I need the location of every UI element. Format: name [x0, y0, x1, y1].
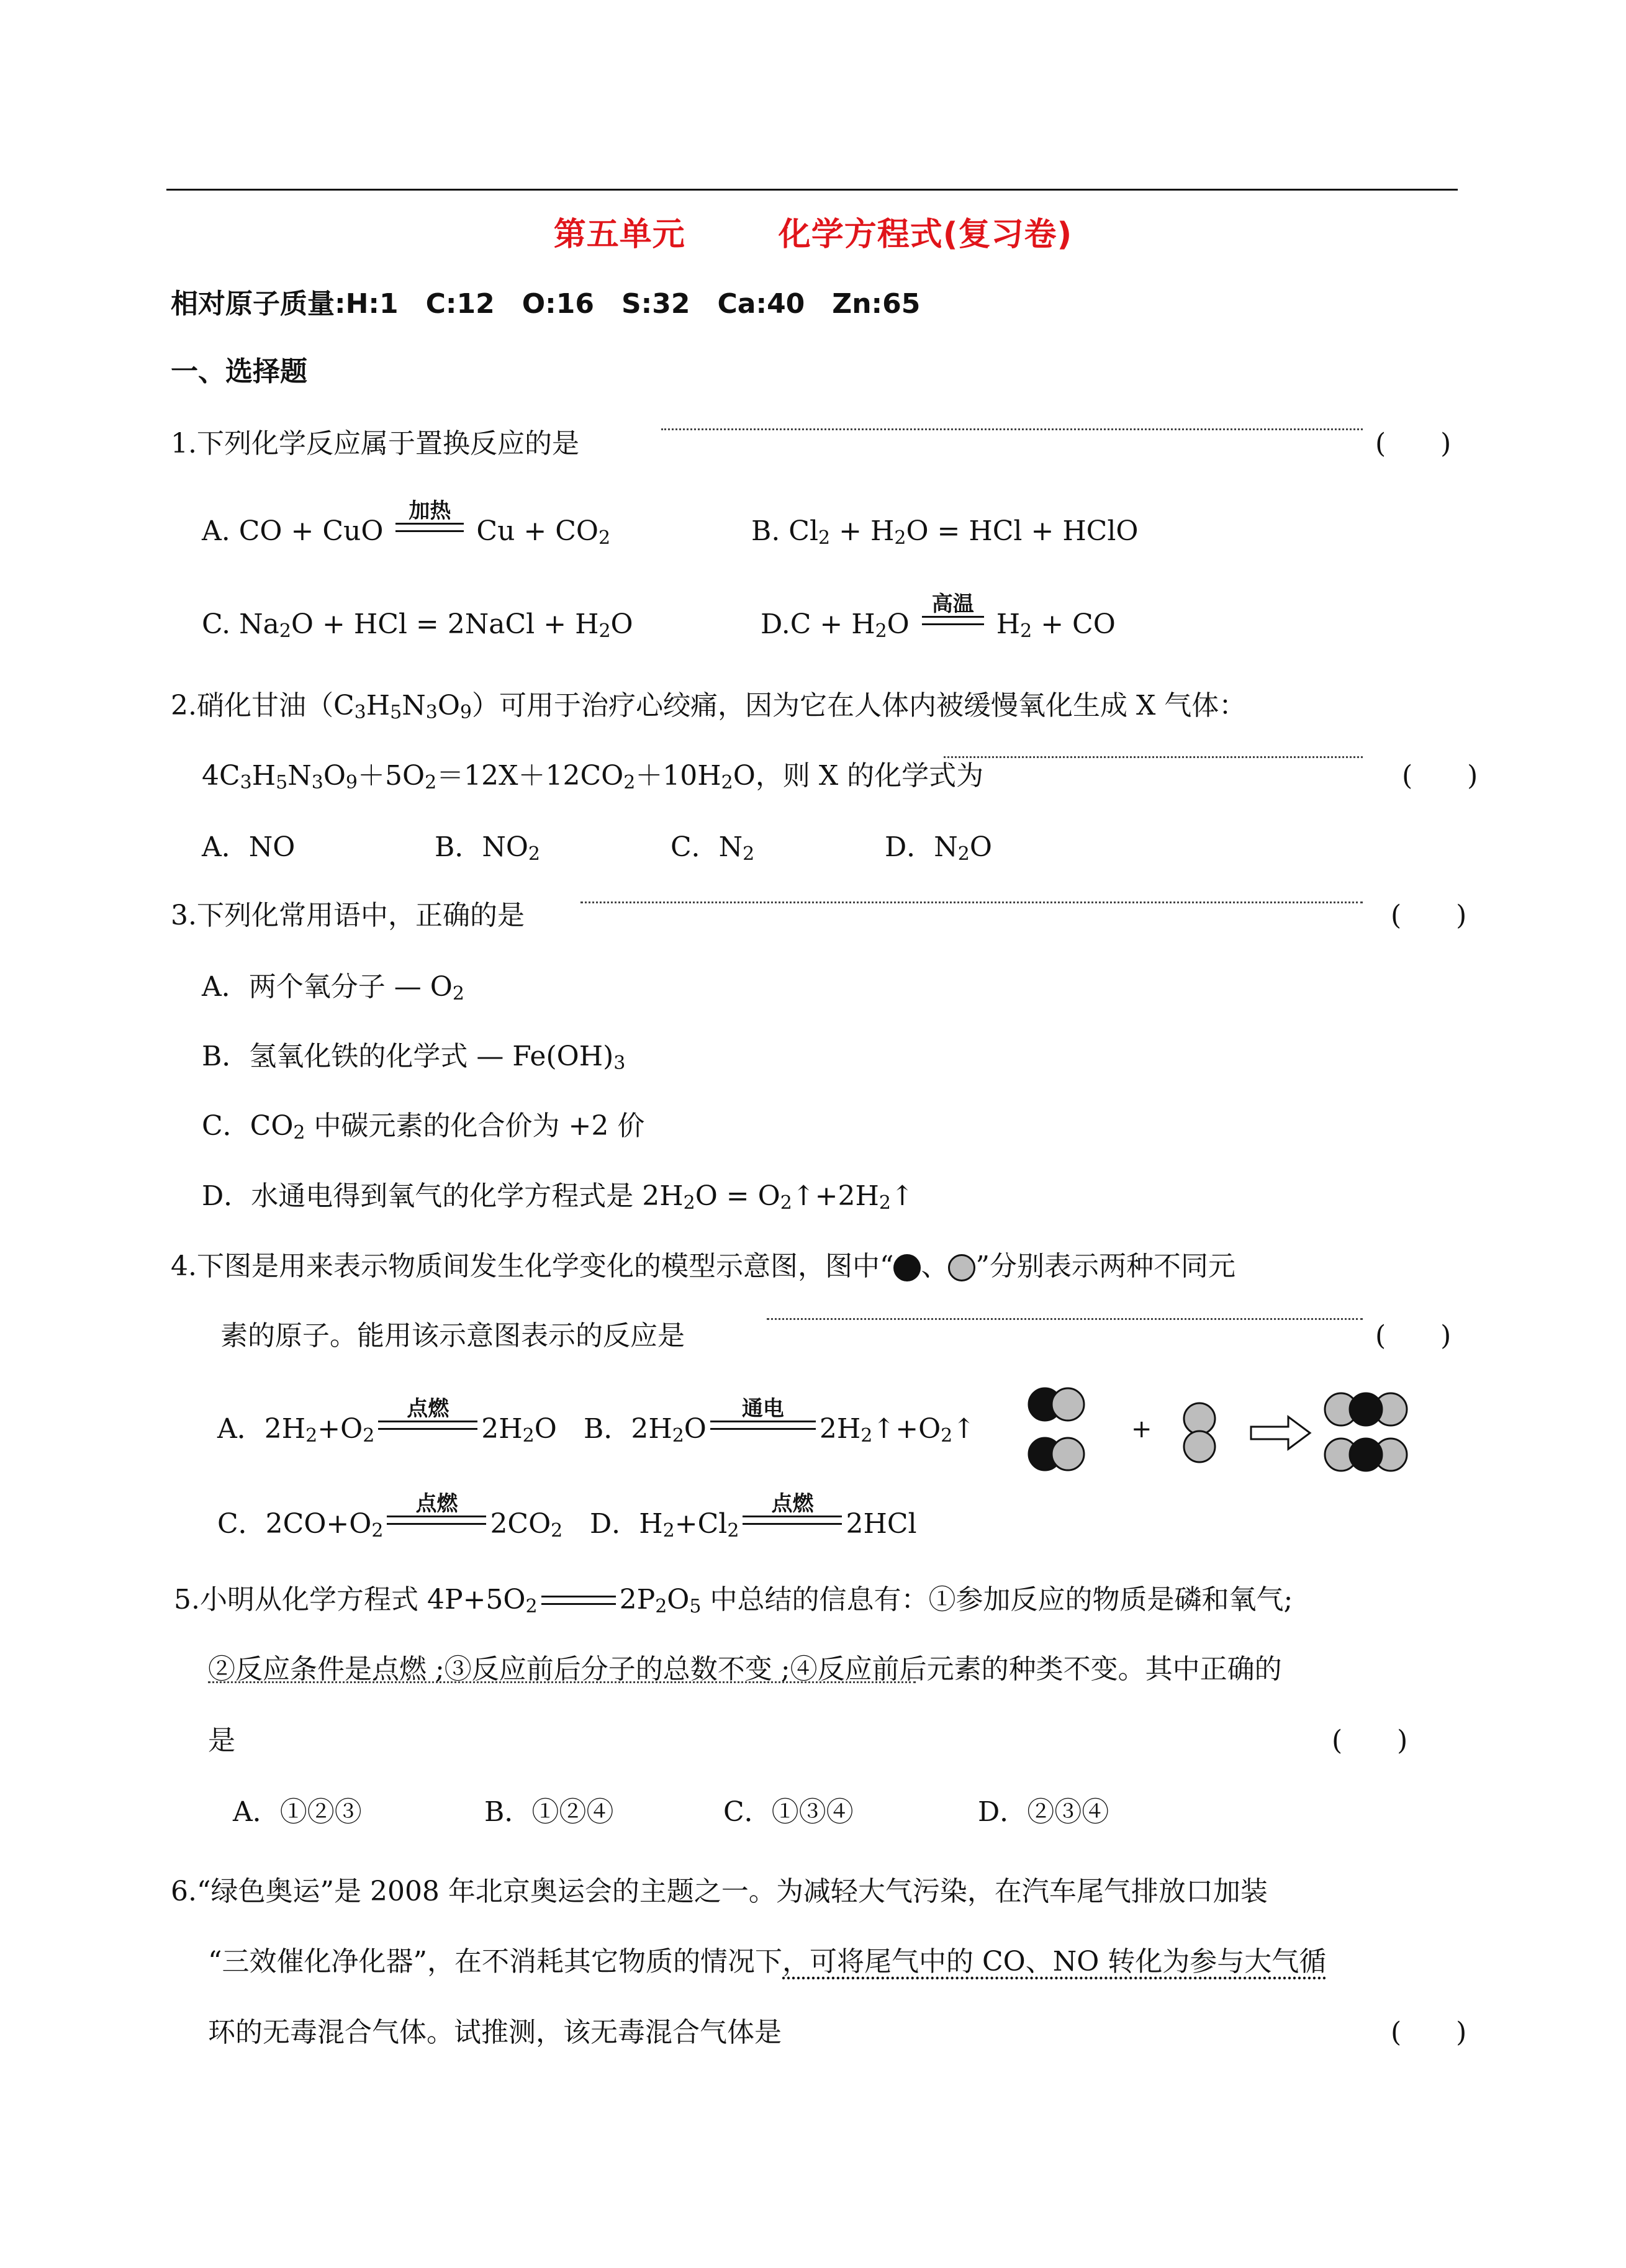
page-title	[0, 208, 1626, 255]
q2-stem-line2: $4C_3H_5N_3O_9+5O_2=12X+12CO_2+10H_2O$，则 X 的化学式为	[202, 760, 984, 793]
q4-b-reaction-arrow: 通电	[710, 1398, 816, 1430]
reaction-model-diagram	[1024, 1378, 1428, 1490]
q4-option-a[interactable]: A．$2H_2+O_2$ 点燃 $2H_2O$	[217, 1396, 557, 1447]
q4-option-b[interactable]: B．$2H_2O$ 通电 $2H_2↑+O_2↑$	[584, 1396, 976, 1447]
q2-stem-line1: 2.硝化甘油$(C_3H_5N_3O_9)$可用于治疗心绞痛，因为它在人体内被缓慢氧化生成 X 气体：	[171, 690, 1247, 723]
q4-option-d[interactable]: D．$H_2+Cl_2$ 点燃 2HCl	[590, 1491, 917, 1542]
product-molecule-1	[1325, 1393, 1407, 1425]
q4-option-c[interactable]: C．$2CO+O_2$ 点燃 $2CO_2$	[217, 1491, 563, 1542]
q1-dotted-leader	[661, 428, 1363, 430]
q5-option-b[interactable]: B．①②④	[484, 1796, 614, 1828]
product-molecule-2	[1325, 1439, 1407, 1471]
gray-atom-icon	[948, 1254, 975, 1281]
q3-option-d[interactable]: D．水通电得到氧气的化学方程式是 $2H_2O$ = $O_2↑+2H_2↑$	[202, 1180, 914, 1214]
q2-dotted-leader	[944, 756, 1363, 758]
q1-option-c[interactable]: C. $Na_2O$ + HCl = 2NaCl + $H_2O$	[202, 608, 633, 642]
q6-stem-line2: “三效催化净化器”，在不消耗其它物质的情况下，可将尾气中的 CO、NO 转化为参与大气循	[208, 1946, 1327, 1977]
q1-option-d[interactable]: $D.C + H_2O$ 高温 $H_2$ + CO	[761, 592, 1116, 642]
title-topic: 化学方程式(复习卷)	[778, 216, 1073, 253]
q4-stem-line1: 4.下图是用来表示物质间发生化学变化的模型示意图，图中“ 、 ”分别表示两种不同元	[171, 1250, 1235, 1282]
q3-option-c[interactable]: C．$CO_2$ 中碳元素的化合价为 +2 价	[202, 1110, 645, 1144]
q2-option-c[interactable]: C．$N_2$	[671, 831, 755, 865]
q3-option-b[interactable]: B．氢氧化铁的化学式 — $Fe(OH)_3$	[202, 1041, 626, 1074]
q1-a-reaction-arrow: 加热	[395, 500, 464, 532]
q5-stem-line3: 是	[208, 1725, 235, 1756]
q2-answer-blank[interactable]: ( )	[1402, 760, 1478, 792]
reactant-molecule-3	[1184, 1403, 1215, 1462]
atomic-mass-line: 相对原子质量:H:1 C:12 O:16 S:32 Ca:40 Zn:65	[171, 288, 921, 320]
reactant-molecule-1	[1029, 1388, 1084, 1421]
q2-option-d[interactable]: D．$N_2O$	[885, 831, 992, 865]
q6-stem-line3: 环的无毒混合气体。试推测，该无毒混合气体是	[208, 2017, 782, 2048]
arrow-icon	[1251, 1417, 1310, 1449]
q5-reaction-arrow	[541, 1594, 616, 1605]
q5-option-c[interactable]: C．①③④	[723, 1796, 854, 1828]
q4-stem-line2: 素的原子。能用该示意图表示的反应是	[220, 1320, 685, 1352]
q6-underlined-phrase: ，可将尾气中的 CO、NO 转化为参与大气循	[782, 1946, 1327, 1977]
plus-sign: +	[1131, 1415, 1152, 1443]
q1-answer-blank[interactable]: ( )	[1375, 428, 1452, 459]
q4-answer-blank[interactable]: ( )	[1375, 1320, 1452, 1352]
q4-dotted-leader	[767, 1318, 1363, 1320]
q3-answer-blank[interactable]: ( )	[1391, 900, 1467, 931]
q4-d-reaction-arrow: 点燃	[743, 1493, 842, 1525]
title-unit: 第五单元	[553, 216, 685, 253]
q1-d-reaction-arrow: 高温	[922, 594, 984, 625]
section-title: 一、选择题	[171, 356, 307, 387]
q5-stem-line2: ②反应条件是点燃 ;③反应前后分子的总数不变 ;④反应前后元素的种类不变。其中正确的	[208, 1653, 1282, 1685]
q3-stem: 3.下列化常用语中，正确的是	[171, 900, 525, 931]
q1-option-b[interactable]: B. $Cl_2 + H_2O$ = HCl + HClO	[751, 515, 1139, 549]
top-rule	[166, 189, 1458, 191]
q1-stem: 1.下列化学反应属于置换反应的是	[171, 428, 579, 459]
q2-option-b[interactable]: B．$NO_2$	[435, 831, 540, 865]
q5-option-a[interactable]: A．①②③	[233, 1796, 362, 1828]
q5-answer-blank[interactable]: ( )	[1332, 1725, 1408, 1756]
q5-stem-line1: 5.小明从化学方程式 $4P+5O_2$ $2P_2O_5$ 中总结的信息有：①参加反应的物质是磷和氧气;	[174, 1584, 1293, 1617]
reactant-molecule-2	[1029, 1438, 1084, 1470]
q3-option-a[interactable]: A．两个氧分子 — $O_2$	[202, 971, 464, 1005]
q1-option-a[interactable]: A. CO + CuO 加热 $Cu + CO_2$	[202, 499, 611, 549]
q4-a-reaction-arrow: 点燃	[378, 1398, 477, 1430]
black-atom-icon	[893, 1254, 921, 1281]
q3-dotted-leader	[580, 901, 1363, 903]
q4-c-reaction-arrow: 点燃	[387, 1493, 486, 1525]
q5-dotted-underline	[208, 1681, 916, 1683]
q5-option-d[interactable]: D．②③④	[978, 1796, 1109, 1828]
q2-option-a[interactable]: A．NO	[202, 831, 296, 863]
q6-stem-line1: 6.“绿色奥运”是 2008 年北京奥运会的主题之一。为减轻大气污染，在汽车尾气排放口加装	[171, 1876, 1268, 1907]
q6-answer-blank[interactable]: ( )	[1391, 2017, 1467, 2048]
